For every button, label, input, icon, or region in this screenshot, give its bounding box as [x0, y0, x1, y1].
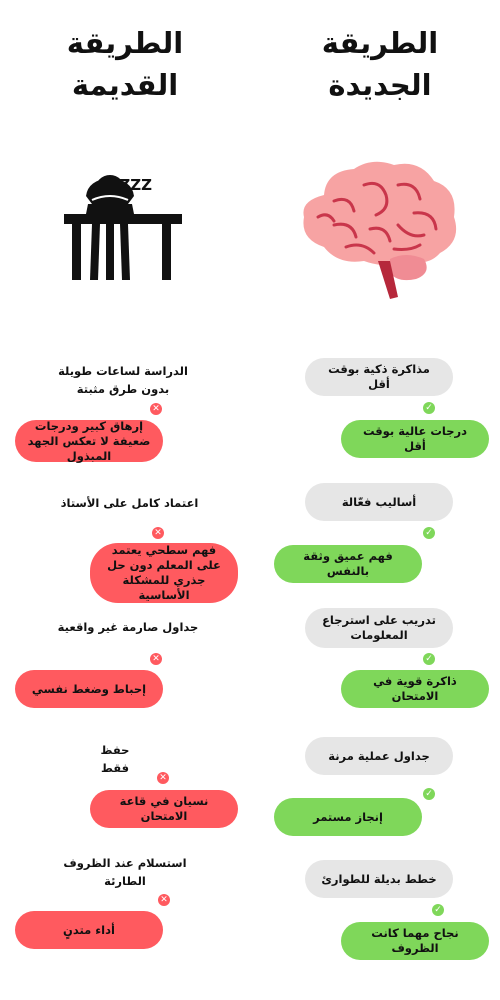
new-result-item-text: فهم عميق وثقة بالنفس — [303, 549, 393, 578]
cross-icon: ✕ — [150, 403, 162, 415]
old-method-title-line2: القديمة — [71, 68, 179, 102]
old-method-item: حفظ فقط — [100, 743, 130, 775]
old-result-item — [90, 543, 238, 603]
check-icon: ✓ — [423, 527, 435, 539]
sleep-zzz-text: ZZZ — [119, 176, 152, 194]
new-method-title — [280, 22, 480, 106]
cross-icon: ✕ — [150, 653, 162, 665]
new-result-item — [274, 545, 422, 583]
check-icon: ✓ — [423, 402, 435, 414]
old-result-item-text: نسيان في قاعة الامتحان — [119, 794, 209, 823]
new-method-item-text: خطط بديلة للطوارئ — [321, 871, 437, 886]
old-result-item-text: إحباط وضغط نفسي — [31, 681, 147, 696]
brain-icon — [294, 155, 462, 300]
new-method-item-text: أساليب فعّالة — [341, 494, 417, 509]
old-method-title-line1: الطريقة — [66, 26, 184, 60]
old-result-item — [15, 420, 163, 462]
old-method-item: استسلام عند الظروف الطارئة — [63, 856, 187, 888]
old-result-item — [15, 911, 163, 949]
old-result-item — [15, 670, 163, 708]
new-method-item-text: تدريب على استرجاع المعلومات — [322, 613, 436, 642]
new-method-item-text: مذاكرة ذكية بوقت أقل — [328, 362, 430, 391]
sleeping-student-icon — [58, 170, 188, 282]
new-result-item — [274, 798, 422, 836]
old-method-item: اعتماد كامل على الأستاذ — [60, 496, 199, 510]
new-method-item — [305, 608, 453, 648]
new-method-item — [305, 483, 453, 521]
new-result-item-text: نجاح مهما كانت الظروف — [371, 926, 459, 955]
new-method-item — [305, 737, 453, 775]
cross-icon: ✕ — [157, 772, 169, 784]
new-result-item-text: ذاكرة قوية في الامتحان — [373, 674, 457, 703]
new-method-item — [305, 358, 453, 396]
old-result-item — [90, 790, 238, 828]
new-result-item — [341, 420, 489, 458]
new-result-item-text: إنجاز مستمر — [313, 809, 383, 824]
new-method-title-line1: الطريقة — [321, 26, 439, 60]
new-method-title-line2: الجديدة — [328, 68, 432, 102]
new-result-item-text: درجات عالية بوقت أقل — [362, 424, 468, 453]
check-icon: ✓ — [423, 788, 435, 800]
new-method-item-text: جداول عملية مرنة — [328, 748, 430, 763]
new-result-item — [341, 922, 489, 960]
check-icon: ✓ — [423, 653, 435, 665]
old-method-item: الدراسة لساعات طويلة بدون طرق مثبتة — [58, 364, 188, 396]
old-method-title — [25, 22, 225, 106]
old-result-item-text: إرهاق كبير ودرجات ضعيفة لا تعكس الجهد المبذول — [27, 418, 151, 463]
cross-icon: ✕ — [158, 894, 170, 906]
old-result-item-text: فهم سطحي يعتمد على المعلم دون حل جذري للمشكلة الأساسية — [107, 543, 221, 602]
old-result-item-text: أداء متدنٍ — [63, 922, 115, 937]
new-result-item — [341, 670, 489, 708]
new-method-item — [305, 860, 453, 898]
old-method-item: جداول صارمة غير واقعية — [57, 620, 199, 634]
cross-icon: ✕ — [152, 527, 164, 539]
check-icon: ✓ — [432, 904, 444, 916]
